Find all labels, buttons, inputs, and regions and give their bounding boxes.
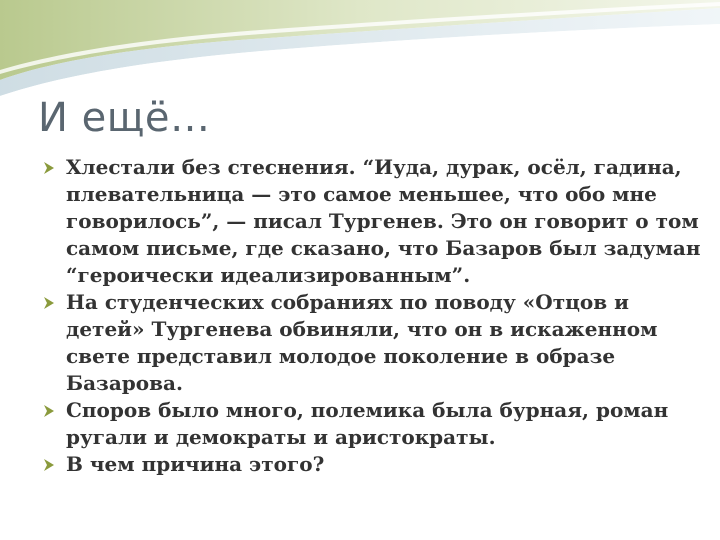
bullet-text: Хлестали без стеснения. “Иуда, дурак, осёл, гадина, плевательница — это самое меньшее, что обо мне говорилось”, — писал Тургенев. Это он говорит о том самом письме, где сказано, что Базаров был задуман “героически идеализированным”. — [66, 155, 701, 287]
arrow-bullet-icon — [42, 161, 56, 175]
bullet-text: В чем причина этого? — [66, 452, 325, 476]
bullet-item — [42, 397, 710, 451]
bullet-item — [42, 154, 710, 289]
bullet-text: Споров было много, полемика была бурная, роман ругали и демократы и аристократы. — [66, 398, 669, 449]
arrow-bullet-icon — [42, 296, 56, 310]
bullet-item — [42, 289, 710, 397]
bullet-item — [42, 451, 710, 478]
arrow-bullet-icon — [42, 458, 56, 472]
arrow-bullet-icon — [42, 404, 56, 418]
bullet-text: На студенческих собраниях по поводу «Отцов и детей» Тургенева обвиняли, что он в искаженном свете представил молодое поколение в образе Базарова. — [66, 290, 658, 395]
bullet-list — [42, 154, 710, 478]
slide-title: И ещё… — [38, 95, 211, 141]
